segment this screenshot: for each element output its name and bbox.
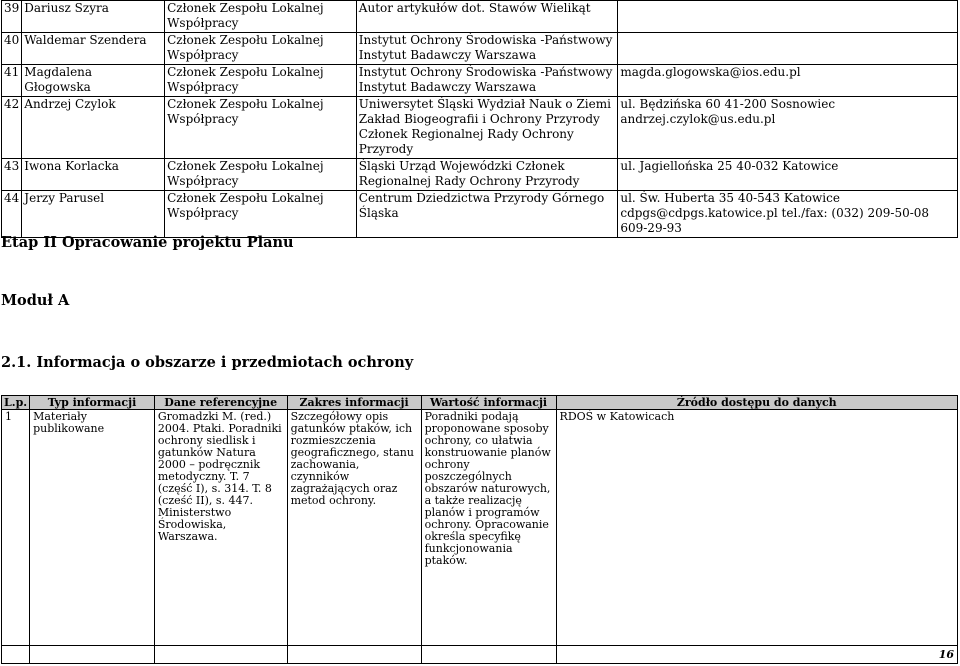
member-nr: 43 — [2, 159, 22, 191]
table-header-row — [2, 396, 958, 410]
member-contact — [618, 33, 958, 65]
column-header: Zakres informacji — [287, 396, 421, 410]
member-nr: 41 — [2, 65, 22, 97]
page-number: 16 — [938, 648, 954, 661]
table-row — [2, 410, 958, 664]
member-name: Jerzy Parusel — [22, 191, 165, 238]
member-role: Członek Zespołu Lokalnej Współpracy — [165, 33, 357, 65]
table-row — [2, 65, 958, 97]
table-row — [2, 1, 958, 33]
member-name: Magdalena Głogowska — [22, 65, 165, 97]
member-role: Członek Zespołu Lokalnej Współpracy — [165, 159, 357, 191]
column-header: Źródło dostępu do danych — [556, 396, 957, 410]
table-row — [2, 159, 958, 191]
member-role: Członek Zespołu Lokalnej Współpracy — [165, 65, 357, 97]
info-wartosc: Poradniki podają proponowane sposoby ochrony, co ułatwia konstruowanie planów ochrony poszczególnych obszarów naturowych, a także realizację planów i programów ochrony. Opracowanie określa specyfikę funkcjonowania ptaków. — [421, 410, 556, 664]
member-institution: Instytut Ochrony Środowiska -Państwowy Instytut Badawczy Warszawa — [356, 33, 618, 65]
member-contact: magda.glogowska@ios.edu.pl — [618, 65, 958, 97]
member-institution: Autor artykułów dot. Stawów Wielikąt — [356, 1, 618, 33]
member-contact: ul. Jagiellońska 25 40-032 Katowice — [618, 159, 958, 191]
member-nr: 39 — [2, 1, 22, 33]
info-table — [1, 395, 958, 663]
member-institution: Centrum Dziedzictwa Przyrody Górnego Śląska — [356, 191, 618, 238]
table-row — [2, 33, 958, 65]
member-institution: Śląski Urząd Wojewódzki Członek Regionalnej Rady Ochrony Przyrody — [356, 159, 618, 191]
member-name: Dariusz Szyra — [22, 1, 165, 33]
member-institution: Uniwersytet Śląski Wydział Nauk o Ziemi Zakład Biogeografii i Ochrony Przyrody Członek Regionalnej Rady Ochrony Przyrody — [356, 97, 618, 159]
info-dane: Gromadzki M. (red.) 2004. Ptaki. Poradniki ochrony siedlisk i gatunków Natura 2000 – podręcznik metodyczny. T. 7 (część I), s. 314. T. 8 (cześć II), s. 447. Ministerstwo Środowiska, Warszawa. — [154, 410, 287, 664]
column-header: Wartość informacji — [421, 396, 556, 410]
info-zakres: Szczegółowy opis gatunków ptaków, ich rozmieszczenia geograficznego, stanu zachowania, czynników zagrażających oraz metod ochrony. — [287, 410, 421, 664]
column-header: Dane referencyjne — [154, 396, 287, 410]
page-footer-box — [1, 645, 958, 664]
column-header: Typ informacji — [30, 396, 155, 410]
member-name: Iwona Korlacka — [22, 159, 165, 191]
member-name: Andrzej Czylok — [22, 97, 165, 159]
member-nr: 42 — [2, 97, 22, 159]
member-role: Członek Zespołu Lokalnej Współpracy — [165, 97, 357, 159]
section-heading-modul: Moduł A — [1, 292, 70, 309]
column-header: L.p. — [2, 396, 30, 410]
member-role: Członek Zespołu Lokalnej Współpracy — [165, 191, 357, 238]
member-contact — [618, 1, 958, 33]
member-contact: ul. Będzińska 60 41-200 Sosnowiec andrzej.czylok@us.edu.pl — [618, 97, 958, 159]
table-row — [2, 97, 958, 159]
table-row — [2, 191, 958, 238]
member-contact: ul. Św. Huberta 35 40-543 Katowice cdpgs@cdpgs.katowice.pl tel./fax: (032) 209-50-08 609-29-93 — [618, 191, 958, 238]
info-lp: 1 — [2, 410, 30, 664]
member-role: Członek Zespołu Lokalnej Współpracy — [165, 1, 357, 33]
info-zrodlo: RDOŚ w Katowicach — [556, 410, 957, 664]
member-nr: 44 — [2, 191, 22, 238]
member-nr: 40 — [2, 33, 22, 65]
members-table — [1, 0, 958, 238]
section-heading-etap: Etap II Opracowanie projektu Planu — [1, 234, 294, 251]
section-heading-info: 2.1. Informacja o obszarze i przedmiotach ochrony — [1, 354, 414, 371]
member-institution: Instytut Ochrony Środowiska -Państwowy Instytut Badawczy Warszawa — [356, 65, 618, 97]
info-typ: Materiały publikowane — [30, 410, 155, 664]
member-name: Waldemar Szendera — [22, 33, 165, 65]
